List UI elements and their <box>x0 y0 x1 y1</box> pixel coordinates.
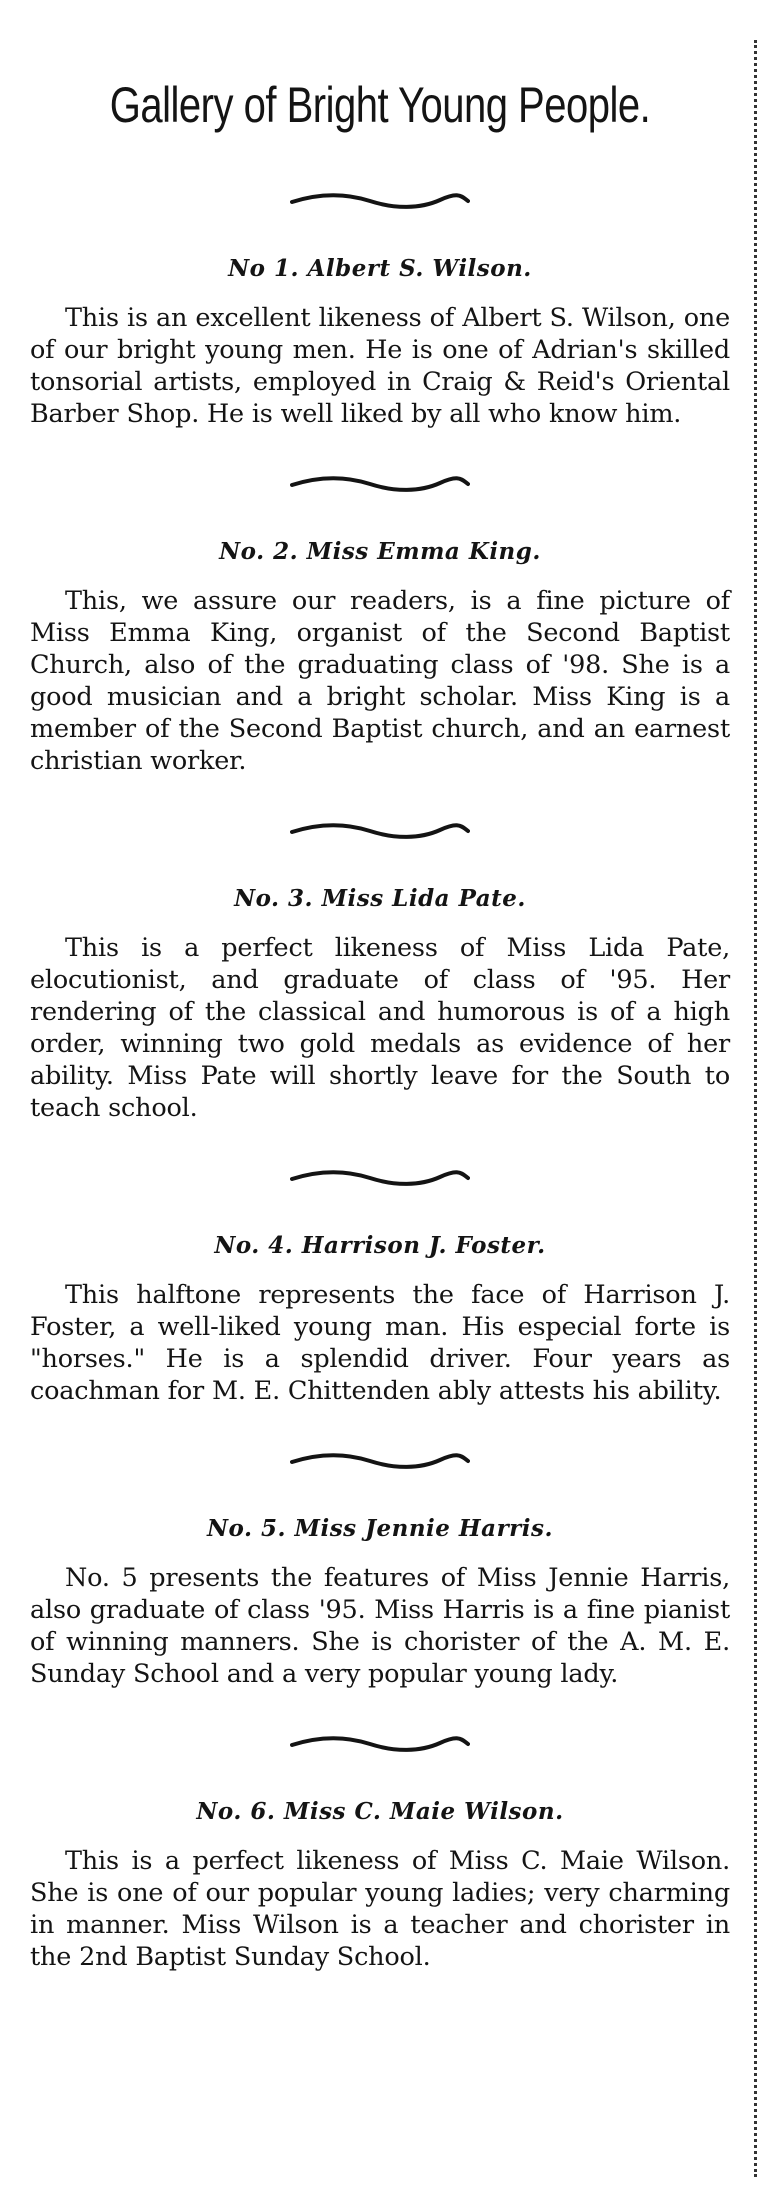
entry-6 <box>30 1798 730 1973</box>
swash-divider <box>290 1449 470 1471</box>
swash-divider <box>290 1732 470 1754</box>
entry-3 <box>30 885 730 1124</box>
entry-body: This, we assure our readers, is a fine picture of Miss Emma King, organist of the Second Baptist Church, also of the graduating class of '98. She is a good musician and a bright scholar. Miss King is a member of the Second Baptist church, and an earnest christian worker. <box>30 586 730 776</box>
article-title: Gallery of Bright Young People. <box>109 78 651 134</box>
entry-heading: No. 4. Harrison J. Foster. <box>214 1232 546 1259</box>
entry-heading: No. 5. Miss Jennie Harris. <box>207 1515 553 1542</box>
swash-divider <box>290 1166 470 1188</box>
entry-heading: No 1. Albert S. Wilson. <box>228 255 532 282</box>
entry-5 <box>30 1515 730 1690</box>
entry-body: This is a perfect likeness of Miss C. Maie Wilson. She is one of our popular young ladies; very charming in manner. Miss Wilson is a teacher and chorister in the 2nd Baptist Sunday School. <box>30 1846 730 1972</box>
entry-heading: No. 6. Miss C. Maie Wilson. <box>196 1798 564 1825</box>
entry-body: No. 5 presents the features of Miss Jennie Harris, also graduate of class '95. Miss Harris is a fine pianist of winning manners. She is chorister of the A. M. E. Sunday School and a very popular young lady. <box>30 1563 730 1689</box>
entry-body: This halftone represents the face of Harrison J. Foster, a well-liked young man. His especial forte is "horses." He is a splendid driver. Four years as coachman for M. E. Chittenden ably attests his ability. <box>30 1280 730 1406</box>
entry-body: This is a perfect likeness of Miss Lida Pate, elocutionist, and graduate of class of '95. Her rendering of the classical and humorous is of a high order, winning two gold medals as evidence of her ability. Miss Pate will shortly leave for the South to teach school. <box>30 933 730 1123</box>
swash-divider <box>290 819 470 841</box>
entry-body: This is an excellent likeness of Albert S. Wilson, one of our bright young men. He is one of Adrian's skilled tonsorial artists, employed in Craig & Reid's Oriental Barber Shop. He is well liked by all who know him. <box>30 303 730 429</box>
column-dotted-rule <box>754 40 757 2177</box>
entry-1 <box>30 255 730 430</box>
entry-4 <box>30 1232 730 1407</box>
entry-heading: No. 3. Miss Lida Pate. <box>234 885 526 912</box>
entry-2 <box>30 538 730 777</box>
entry-heading: No. 2. Miss Emma King. <box>219 538 541 565</box>
swash-divider <box>290 472 470 494</box>
swash-divider <box>290 189 470 211</box>
